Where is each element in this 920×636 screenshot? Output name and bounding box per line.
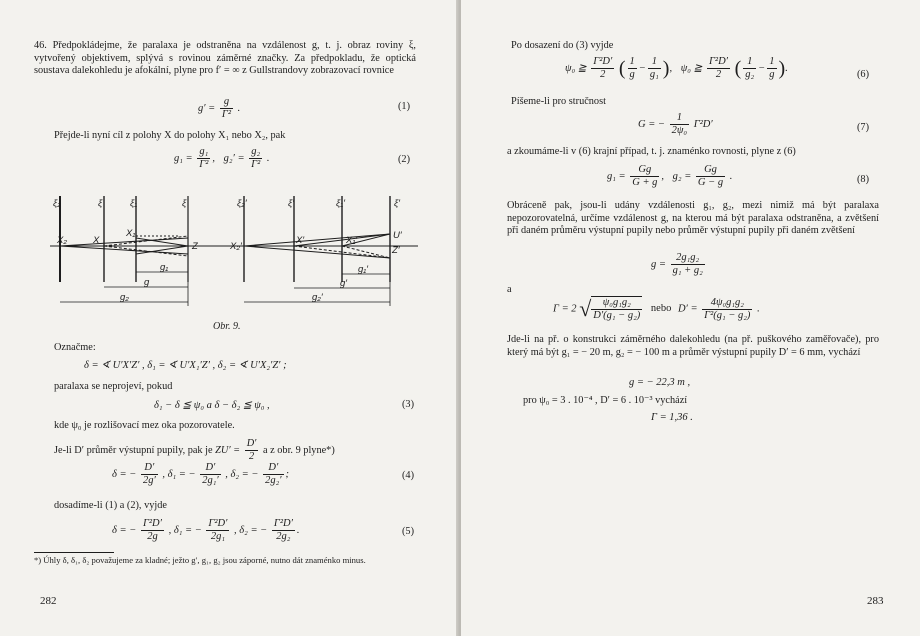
label-X: X	[93, 235, 100, 246]
equation-2-label: (2)	[398, 154, 411, 165]
and-text: a	[507, 284, 512, 295]
psi-text: kde ψ₀ je rozlišovací mez oka pozorovatele.	[54, 420, 235, 431]
ray-left-1	[60, 238, 188, 246]
example-text: Jde-li na př. o konstrukci záměrného dalekohledu (na př. puškového zaměřovače), pro který má být g₁ = − 20 m, g₂ = − 100 m a průměr výstupní pupily D′ = 6 mm, vychází	[507, 334, 879, 358]
equation-1-label: (1)	[398, 101, 411, 112]
label-g2p: g₂′	[312, 292, 323, 303]
parallax-text: paralaxa se neprojeví, pokud	[54, 381, 173, 392]
equation-1: g′ = $\frac{g}{\text{Γ²}}$ .	[198, 96, 241, 120]
label-gp: g′	[340, 278, 348, 289]
label-Z: Z	[192, 241, 198, 252]
equation-8-label: (8)	[857, 174, 870, 185]
section-46-intro: 46. Předpokládejme, že paralaxa je odstraněna na vzdálenost g, t. j. obraz roviny ξ, vytvořený objektivem, splývá s rovinou záměrné značky. Za předpokladu, že optická soustava dalekohledu je afokální, plyne pro f′ = ∞ z Gullstrandovy zobrazovací rovnice	[34, 40, 416, 77]
equation-7: G = − $\frac{1}{\text{2ψ₀}}$ Γ²D′	[638, 112, 713, 136]
ray-right-2	[244, 246, 390, 258]
label-xi2p: ξ₂′	[237, 198, 247, 209]
equation-10: Γ = 2 √ $\frac{\text{ψ₀g₁g₂}}{\text{D′(g₁ − g₂)}}$ nebo D′ = $\frac{\text{4ψ₀g₁g₂}}{\text{Γ²(g₁ − g₂)}}$ .	[553, 296, 760, 321]
equation-2: g₁ = $\frac{\text{g₁}}{\text{Γ²}}$ , g₂′ = $\frac{\text{g₂}}{\text{Γ²}}$ .	[174, 146, 270, 170]
substitute-text: dosadíme-li (1) a (2), vyjde	[54, 500, 167, 511]
equation-9: g = $\frac{\text{2g₁g₂}}{\text{g₁ + g₂}}$	[651, 252, 703, 276]
figure-9	[46, 186, 418, 316]
after-substitution-text: Po dosazení do (3) vyjde	[511, 40, 614, 51]
figure-9-caption: Obr. 9.	[213, 321, 241, 332]
result-g: g = − 22,3 m ,	[629, 377, 691, 388]
label-g1p: g₁′	[358, 264, 369, 275]
label-X1: X₁	[126, 228, 136, 239]
label-xi: ξ	[98, 198, 103, 209]
equation-5-label: (5)	[402, 526, 415, 537]
label-Xp: X′	[296, 235, 305, 246]
denote-label: Označme:	[54, 342, 96, 353]
footnote-rule	[34, 552, 114, 553]
label-xi1: ξ₁	[130, 198, 138, 209]
label-xi-right: ξ′	[394, 198, 401, 209]
label-xi2: ξ₂	[53, 198, 61, 209]
label-Zp: Z′	[392, 245, 400, 256]
equation-6: ψ₀ ≧ $\frac{\text{Γ²D′}}{2}$ ( $\frac{1}{g}$ − $\frac{1}{\text{g₁}}$ ), ψ₀ ≧ $\frac{\text{Γ²D′}}{2}$ ( $\frac{1}{\text{g₂}}$ − $\frac{1}{g}$ ).	[565, 56, 788, 80]
label-xi1p: ξ₁′	[336, 198, 346, 209]
equation-8: g₁ = $\frac{Gg}{G + g}$ , g₂ = $\frac{Gg}{G - g}$ .	[607, 164, 733, 188]
label-g: g	[144, 277, 150, 288]
result-gamma: Γ = 1,36 .	[651, 412, 693, 423]
label-Up: U′	[393, 230, 402, 241]
transition-text: Přejde-li nyní cíl z polohy X do polohy X₁ nebo X₂, pak	[54, 130, 286, 141]
pupil-text: Je-li D′ průměr výstupní pupily, pak je ZU′ = $\frac{D'}{2}$ a z obr. 9 plyne*)	[54, 438, 335, 462]
denote-equation: δ = ∢ U′X′Z′ , δ₁ = ∢ U′X₁′Z′ , δ₂ = ∢ U′X₂′Z′ ;	[84, 360, 287, 371]
equation-6-label: (6)	[857, 69, 870, 80]
ray-right-1	[244, 234, 390, 246]
equation-7-label: (7)	[857, 122, 870, 133]
label-X2: X₂	[57, 235, 67, 246]
equation-3: δ₁ − δ ≦ ψ₀ a δ − δ₂ ≦ ψ₀ ,	[154, 400, 270, 411]
label-xi-center: ξ	[182, 198, 187, 209]
footnote: *) Úhly δ, δ₁, δ₂ považujeme za kladné; ježto g′, g₁, g₂ jsou záporné, nutno dát znaménko minus.	[34, 555, 366, 565]
page-number-right: 283	[867, 595, 884, 607]
label-Xp2: X₂′	[230, 241, 242, 252]
page-number-left: 282	[40, 595, 57, 607]
label-xip: ξ′	[288, 198, 295, 209]
ray-left-2	[60, 246, 188, 254]
label-g1: g₁	[160, 262, 169, 273]
brevity-text: Píšeme-li pro stručnost	[511, 96, 606, 107]
label-Xp1: X₁′	[346, 235, 358, 246]
left-page	[0, 0, 458, 636]
label-g2: g₂	[120, 292, 129, 303]
converse-text: Obráceně pak, jsou-li udány vzdálenosti g₁, g₂, mezi nimiž má být paralaxa nepozorovatelná, určíme vzdálenost g, na kterou má být paralaxa odstraněna, a zvětšení při daném průměru výstupní pupily nebo průměr výstupní pupily při daném zvětšení	[507, 200, 879, 237]
equation-5: δ = − $\frac{\text{Γ²D′}}{2g}$ , δ₁ = − $\frac{\text{Γ²D′}}{\text{2g₁}}$ , δ₂ = − $\frac{\text{Γ²D′}}{\text{2g₂}}$ .	[112, 518, 300, 542]
examine-text: a zkoumáme-li v (6) krajní případ, t. j. znaménko rovnosti, plyne z (6)	[507, 146, 796, 157]
equation-3-label: (3)	[402, 399, 415, 410]
equation-4-label: (4)	[402, 470, 415, 481]
result-conditions: pro ψ₀ = 3 . 10⁻⁴ , D′ = 6 . 10⁻³ vychází	[523, 395, 688, 406]
right-page	[461, 0, 920, 636]
equation-4: δ = − $\frac{D'}{2g'}$ , δ₁ = − $\frac{D'}{\text{2g₁′}}$ , δ₂ = − $\frac{D'}{\text{2g₂′}}$ ;	[112, 462, 290, 486]
